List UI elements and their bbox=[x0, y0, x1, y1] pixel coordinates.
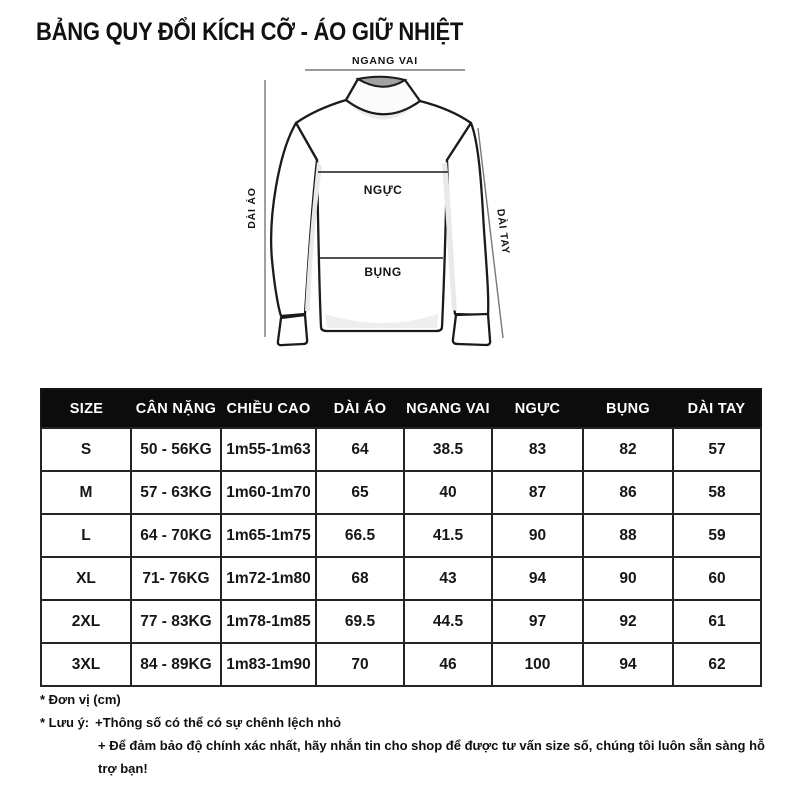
chest-label: NGỰC bbox=[363, 183, 403, 197]
header-cell: BỤNG bbox=[583, 389, 673, 428]
header-cell: NGANG VAI bbox=[404, 389, 492, 428]
table-cell: 2XL bbox=[41, 600, 131, 643]
sleeve-label: DÀI TAY bbox=[494, 208, 512, 256]
table-cell: 46 bbox=[404, 643, 492, 686]
note-text-1: +Thông số có thể có sự chênh lệch nhỏ bbox=[95, 715, 342, 730]
table-cell: 69.5 bbox=[316, 600, 404, 643]
table-cell: 70 bbox=[316, 643, 404, 686]
unit-note-line bbox=[40, 688, 770, 711]
table-row bbox=[41, 428, 761, 471]
table-cell: 1m78-1m85 bbox=[221, 600, 316, 643]
table-cell: 64 - 70KG bbox=[131, 514, 221, 557]
belly-label: BỤNG bbox=[364, 265, 402, 279]
page-title: BẢNG QUY ĐỔI KÍCH CỠ - ÁO GIỮ NHIỆT bbox=[36, 18, 464, 46]
table-cell: 1m60-1m70 bbox=[221, 471, 316, 514]
table-cell: 86 bbox=[583, 471, 673, 514]
table-cell: M bbox=[41, 471, 131, 514]
table-cell: 60 bbox=[673, 557, 761, 600]
table-cell: 3XL bbox=[41, 643, 131, 686]
table-cell: 71- 76KG bbox=[131, 557, 221, 600]
table-cell: 50 - 56KG bbox=[131, 428, 221, 471]
table-row bbox=[41, 643, 761, 686]
table-cell: 84 - 89KG bbox=[131, 643, 221, 686]
table-cell: 44.5 bbox=[404, 600, 492, 643]
table-cell: 64 bbox=[316, 428, 404, 471]
header-cell: NGỰC bbox=[492, 389, 583, 428]
table-cell: 57 - 63KG bbox=[131, 471, 221, 514]
table-cell: 1m55-1m63 bbox=[221, 428, 316, 471]
table-cell: 94 bbox=[583, 643, 673, 686]
header-cell: SIZE bbox=[41, 389, 131, 428]
table-cell: 61 bbox=[673, 600, 761, 643]
header-cell: CÂN NẶNG bbox=[131, 389, 221, 428]
table-row bbox=[41, 471, 761, 514]
table-cell: 87 bbox=[492, 471, 583, 514]
table-cell: XL bbox=[41, 557, 131, 600]
header-cell: DÀI ÁO bbox=[316, 389, 404, 428]
table-cell: 59 bbox=[673, 514, 761, 557]
shirt-diagram-svg bbox=[0, 48, 800, 388]
table-cell: 77 - 83KG bbox=[131, 600, 221, 643]
table-cell: 1m65-1m75 bbox=[221, 514, 316, 557]
table-cell: 94 bbox=[492, 557, 583, 600]
table-row bbox=[41, 557, 761, 600]
table-header-row bbox=[41, 389, 761, 428]
table-cell: 43 bbox=[404, 557, 492, 600]
table-row bbox=[41, 514, 761, 557]
table-cell: 40 bbox=[404, 471, 492, 514]
table-cell: L bbox=[41, 514, 131, 557]
note-line-2 bbox=[40, 734, 770, 780]
note-line-1 bbox=[40, 711, 770, 734]
table-cell: 100 bbox=[492, 643, 583, 686]
table-cell: 97 bbox=[492, 600, 583, 643]
table-cell: 41.5 bbox=[404, 514, 492, 557]
table-cell: 1m72-1m80 bbox=[221, 557, 316, 600]
note-text-2: + Để đảm bảo độ chính xác nhất, hãy nhắn tin cho shop để được tư vấn size số, chúng tôi luôn sẵn sàng hỗ trợ bạn! bbox=[98, 738, 765, 776]
notes bbox=[40, 688, 770, 780]
table-cell: 66.5 bbox=[316, 514, 404, 557]
table-cell: 68 bbox=[316, 557, 404, 600]
table-cell: S bbox=[41, 428, 131, 471]
table-cell: 65 bbox=[316, 471, 404, 514]
unit-note: * Đơn vị (cm) bbox=[40, 692, 121, 707]
length-label: DÀI ÁO bbox=[246, 187, 258, 229]
table-cell: 82 bbox=[583, 428, 673, 471]
table-row bbox=[41, 600, 761, 643]
table-cell: 1m83-1m90 bbox=[221, 643, 316, 686]
note-label: * Lưu ý: bbox=[40, 715, 90, 730]
size-table bbox=[40, 388, 762, 687]
right-cuff bbox=[453, 314, 490, 345]
table-cell: 58 bbox=[673, 471, 761, 514]
header-cell: CHIỀU CAO bbox=[221, 389, 316, 428]
shirt-body-outline bbox=[296, 100, 471, 331]
left-cuff bbox=[278, 315, 307, 345]
table-cell: 90 bbox=[492, 514, 583, 557]
table-cell: 90 bbox=[583, 557, 673, 600]
shoulder-label: NGANG VAI bbox=[352, 55, 418, 67]
table-cell: 83 bbox=[492, 428, 583, 471]
table-cell: 62 bbox=[673, 643, 761, 686]
table-cell: 57 bbox=[673, 428, 761, 471]
header-cell: DÀI TAY bbox=[673, 389, 761, 428]
table-cell: 38.5 bbox=[404, 428, 492, 471]
table-cell: 92 bbox=[583, 600, 673, 643]
shirt-diagram bbox=[0, 48, 800, 388]
table-cell: 88 bbox=[583, 514, 673, 557]
